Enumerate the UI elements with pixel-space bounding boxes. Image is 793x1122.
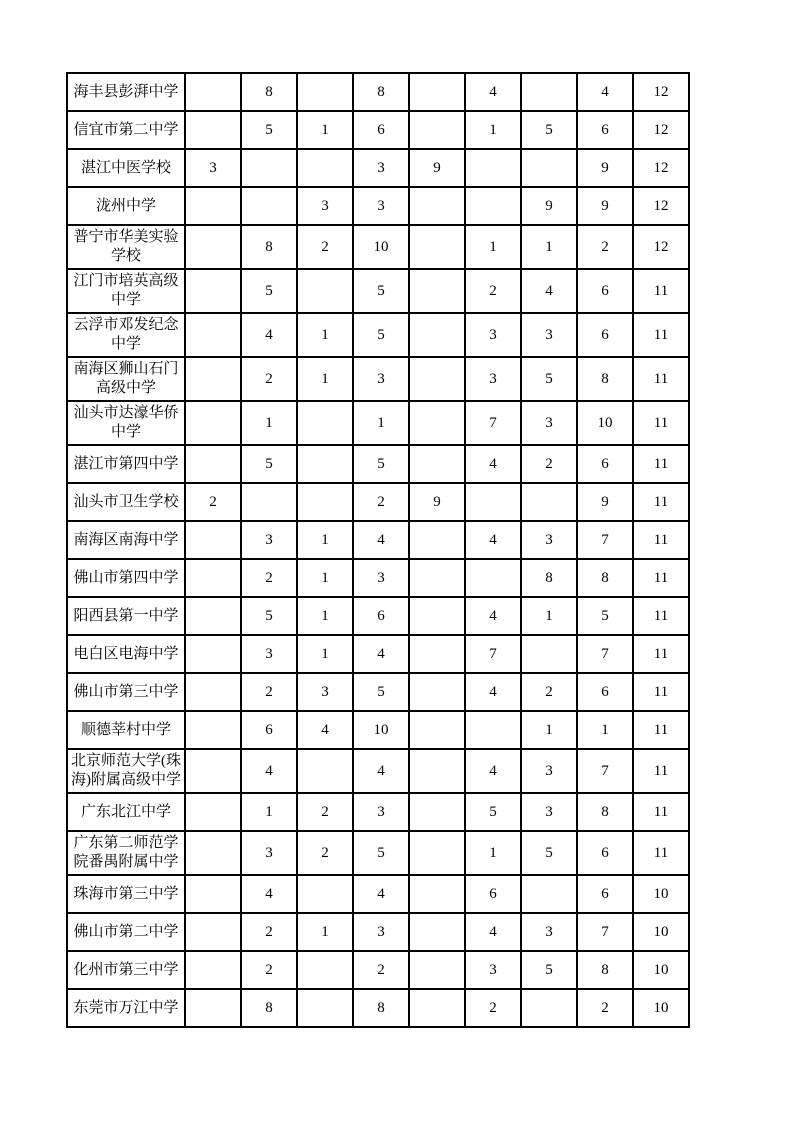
value-cell [241,149,297,187]
value-cell: 3 [297,187,353,225]
school-results-table [66,72,690,1028]
value-cell [465,149,521,187]
value-cell: 11 [633,831,689,875]
value-cell: 3 [353,357,409,401]
value-cell: 10 [577,401,633,445]
value-cell [185,445,241,483]
table-row [67,401,689,445]
value-cell: 5 [521,951,577,989]
value-cell: 3 [241,831,297,875]
value-cell: 2 [353,483,409,521]
value-cell: 3 [521,913,577,951]
value-cell: 1 [465,225,521,269]
value-cell [241,483,297,521]
value-cell: 9 [409,483,465,521]
value-cell: 5 [241,269,297,313]
value-cell: 2 [521,673,577,711]
value-cell: 6 [577,673,633,711]
school-name-cell: 佛山市第四中学 [67,559,185,597]
value-cell [297,483,353,521]
value-cell: 5 [353,269,409,313]
value-cell: 9 [409,149,465,187]
table-row [67,187,689,225]
value-cell: 3 [465,313,521,357]
value-cell [185,749,241,793]
school-name-cell: 广东第二师范学院番禺附属中学 [67,831,185,875]
value-cell: 10 [633,989,689,1027]
value-cell: 2 [577,225,633,269]
value-cell: 2 [521,445,577,483]
value-cell [409,989,465,1027]
value-cell [185,111,241,149]
school-name-cell: 北京师范大学(珠海)附属高级中学 [67,749,185,793]
value-cell: 11 [633,711,689,749]
value-cell [409,831,465,875]
value-cell: 9 [577,483,633,521]
value-cell: 11 [633,313,689,357]
value-cell [465,483,521,521]
value-cell: 2 [465,269,521,313]
value-cell: 3 [241,521,297,559]
value-cell [297,875,353,913]
value-cell: 3 [353,187,409,225]
value-cell [521,483,577,521]
value-cell: 7 [577,913,633,951]
value-cell: 4 [353,521,409,559]
value-cell: 9 [577,149,633,187]
value-cell: 7 [577,749,633,793]
value-cell [409,111,465,149]
value-cell: 6 [353,111,409,149]
value-cell: 3 [521,313,577,357]
value-cell [521,875,577,913]
school-name-cell: 佛山市第二中学 [67,913,185,951]
value-cell: 1 [297,521,353,559]
value-cell [409,313,465,357]
value-cell [409,225,465,269]
table-row [67,313,689,357]
value-cell: 8 [577,559,633,597]
value-cell: 4 [241,313,297,357]
value-cell [185,951,241,989]
table-row [67,793,689,831]
value-cell: 3 [521,749,577,793]
value-cell: 4 [465,73,521,111]
table-row [67,635,689,673]
value-cell [185,225,241,269]
value-cell: 8 [521,559,577,597]
value-cell: 4 [297,711,353,749]
value-cell: 12 [633,187,689,225]
value-cell: 10 [633,951,689,989]
value-cell: 8 [577,951,633,989]
value-cell [409,951,465,989]
value-cell: 9 [577,187,633,225]
value-cell: 4 [353,635,409,673]
value-cell: 3 [297,673,353,711]
value-cell: 4 [353,749,409,793]
value-cell [409,913,465,951]
value-cell: 2 [465,989,521,1027]
value-cell: 1 [297,313,353,357]
value-cell: 2 [185,483,241,521]
value-cell: 1 [297,559,353,597]
value-cell [521,635,577,673]
value-cell: 11 [633,269,689,313]
value-cell: 7 [577,521,633,559]
value-cell: 1 [465,111,521,149]
value-cell: 1 [521,225,577,269]
value-cell: 6 [577,313,633,357]
value-cell: 4 [577,73,633,111]
value-cell [465,187,521,225]
value-cell: 6 [241,711,297,749]
value-cell [185,597,241,635]
table-row [67,711,689,749]
value-cell: 11 [633,673,689,711]
value-cell: 5 [353,313,409,357]
table-row [67,111,689,149]
value-cell: 3 [353,559,409,597]
value-cell [409,673,465,711]
value-cell: 2 [241,951,297,989]
value-cell: 11 [633,357,689,401]
school-name-cell: 海丰县彭湃中学 [67,73,185,111]
value-cell: 1 [577,711,633,749]
value-cell [297,989,353,1027]
table-row [67,673,689,711]
school-name-cell: 化州市第三中学 [67,951,185,989]
table-row [67,989,689,1027]
value-cell: 1 [465,831,521,875]
table-row [67,483,689,521]
value-cell: 3 [521,521,577,559]
school-name-cell: 湛江中医学校 [67,149,185,187]
value-cell: 4 [241,749,297,793]
value-cell: 6 [577,445,633,483]
value-cell: 12 [633,111,689,149]
value-cell: 4 [353,875,409,913]
value-cell: 7 [465,635,521,673]
value-cell: 9 [521,187,577,225]
value-cell [185,357,241,401]
value-cell [185,875,241,913]
value-cell: 5 [241,111,297,149]
value-cell [185,793,241,831]
value-cell [297,401,353,445]
value-cell: 7 [577,635,633,673]
value-cell: 11 [633,559,689,597]
table-body [67,73,689,1027]
value-cell [521,73,577,111]
value-cell [521,149,577,187]
value-cell: 12 [633,149,689,187]
value-cell: 6 [577,269,633,313]
school-name-cell: 汕头市达濠华侨中学 [67,401,185,445]
value-cell [465,711,521,749]
value-cell [409,445,465,483]
table-row [67,559,689,597]
value-cell: 8 [577,357,633,401]
value-cell: 3 [353,149,409,187]
value-cell [409,711,465,749]
value-cell: 3 [521,793,577,831]
value-cell: 1 [297,635,353,673]
value-cell: 3 [465,951,521,989]
value-cell: 1 [521,711,577,749]
value-cell: 3 [353,913,409,951]
value-cell: 1 [297,913,353,951]
table-row [67,597,689,635]
school-name-cell: 江门市培英高级中学 [67,269,185,313]
value-cell [297,73,353,111]
table-row [67,951,689,989]
value-cell: 6 [465,875,521,913]
value-cell [185,673,241,711]
value-cell: 5 [353,445,409,483]
value-cell: 1 [241,401,297,445]
value-cell [297,269,353,313]
value-cell [521,989,577,1027]
value-cell [185,559,241,597]
value-cell: 8 [353,73,409,111]
value-cell: 5 [521,831,577,875]
value-cell: 11 [633,521,689,559]
table-row [67,445,689,483]
school-name-cell: 云浮市邓发纪念中学 [67,313,185,357]
value-cell: 2 [297,225,353,269]
school-name-cell: 汕头市卫生学校 [67,483,185,521]
value-cell: 5 [521,357,577,401]
value-cell [185,73,241,111]
school-name-cell: 湛江市第四中学 [67,445,185,483]
school-name-cell: 南海区狮山石门高级中学 [67,357,185,401]
value-cell: 4 [465,597,521,635]
table-row [67,875,689,913]
value-cell: 2 [241,559,297,597]
value-cell: 3 [241,635,297,673]
value-cell: 11 [633,597,689,635]
value-cell: 10 [353,225,409,269]
value-cell: 5 [353,673,409,711]
value-cell: 5 [241,445,297,483]
value-cell: 5 [521,111,577,149]
value-cell: 11 [633,635,689,673]
value-cell: 4 [465,913,521,951]
value-cell: 3 [185,149,241,187]
value-cell: 11 [633,401,689,445]
value-cell: 4 [241,875,297,913]
value-cell [185,711,241,749]
school-name-cell: 珠海市第三中学 [67,875,185,913]
value-cell: 1 [297,357,353,401]
value-cell: 3 [521,401,577,445]
value-cell [409,875,465,913]
value-cell: 2 [577,989,633,1027]
table-row [67,357,689,401]
value-cell: 12 [633,225,689,269]
value-cell: 1 [241,793,297,831]
value-cell [185,269,241,313]
value-cell [185,313,241,357]
school-name-cell: 电白区电海中学 [67,635,185,673]
table-row [67,225,689,269]
value-cell [409,597,465,635]
value-cell: 11 [633,793,689,831]
value-cell: 2 [297,793,353,831]
table-row [67,149,689,187]
table-row [67,269,689,313]
value-cell: 7 [465,401,521,445]
value-cell [241,187,297,225]
value-cell: 10 [633,913,689,951]
value-cell [409,559,465,597]
value-cell [185,401,241,445]
value-cell [297,749,353,793]
school-name-cell: 广东北江中学 [67,793,185,831]
school-name-cell: 顺德莘村中学 [67,711,185,749]
value-cell: 10 [353,711,409,749]
value-cell: 8 [353,989,409,1027]
value-cell: 1 [353,401,409,445]
value-cell: 1 [297,111,353,149]
school-name-cell: 信宜市第二中学 [67,111,185,149]
value-cell: 5 [577,597,633,635]
school-name-cell: 佛山市第三中学 [67,673,185,711]
value-cell [185,187,241,225]
value-cell [409,635,465,673]
value-cell [185,635,241,673]
table-row [67,831,689,875]
value-cell: 6 [353,597,409,635]
school-name-cell: 阳西县第一中学 [67,597,185,635]
table-row [67,73,689,111]
value-cell: 6 [577,831,633,875]
value-cell [185,989,241,1027]
value-cell: 1 [521,597,577,635]
value-cell: 2 [353,951,409,989]
value-cell [409,357,465,401]
value-cell [409,187,465,225]
school-name-cell: 南海区南海中学 [67,521,185,559]
value-cell [185,913,241,951]
school-name-cell: 泷州中学 [67,187,185,225]
value-cell [297,445,353,483]
value-cell [185,831,241,875]
value-cell: 12 [633,73,689,111]
value-cell [409,269,465,313]
school-name-cell: 普宁市华美实验学校 [67,225,185,269]
value-cell: 11 [633,749,689,793]
value-cell: 10 [633,875,689,913]
value-cell: 8 [241,73,297,111]
value-cell: 8 [241,225,297,269]
value-cell: 11 [633,483,689,521]
value-cell: 4 [521,269,577,313]
value-cell [409,73,465,111]
value-cell: 1 [297,597,353,635]
value-cell [409,521,465,559]
value-cell: 4 [465,673,521,711]
value-cell: 4 [465,521,521,559]
value-cell: 3 [465,357,521,401]
school-name-cell: 东莞市万江中学 [67,989,185,1027]
table-row [67,913,689,951]
value-cell [465,559,521,597]
value-cell: 6 [577,111,633,149]
value-cell: 2 [241,673,297,711]
value-cell: 5 [241,597,297,635]
table-row [67,521,689,559]
value-cell [409,401,465,445]
value-cell [297,951,353,989]
value-cell: 8 [241,989,297,1027]
value-cell: 4 [465,445,521,483]
value-cell [409,749,465,793]
value-cell: 2 [241,913,297,951]
value-cell: 5 [353,831,409,875]
value-cell: 8 [577,793,633,831]
value-cell: 11 [633,445,689,483]
value-cell: 2 [241,357,297,401]
value-cell: 5 [465,793,521,831]
value-cell [409,793,465,831]
value-cell: 3 [353,793,409,831]
table-row [67,749,689,793]
value-cell: 6 [577,875,633,913]
value-cell [185,521,241,559]
value-cell [297,149,353,187]
value-cell: 4 [465,749,521,793]
value-cell: 2 [297,831,353,875]
